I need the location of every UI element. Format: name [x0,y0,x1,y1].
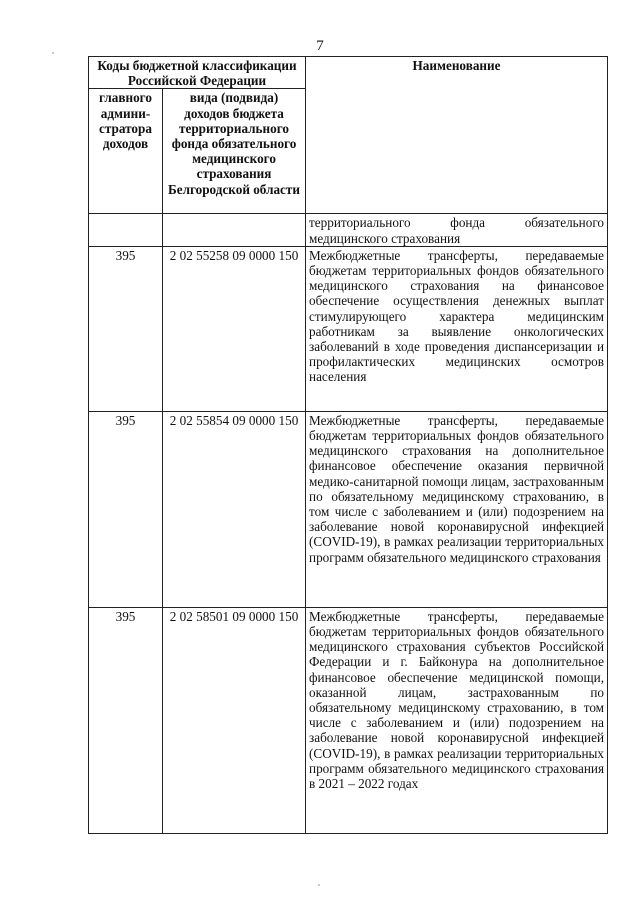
cell-code: 2 02 55258 09 0000 150 [163,246,306,411]
cell-name: Межбюджетные трансферты, передаваемые бюджетам территориальных фондов обязательного медицинского страхования субъектов Российской Федерации и г. Байконура на дополнительное финансовое обеспечение медицинской помощи, оказанной лицам, застрахованным по обязательному медицинскому страхованию, в том числе с заболеванием и (или) подозрением на заболевание новой коронавирусной инфекцией (COVID-19), в рамках реализации территориальных программ обязательного медицинского страхования в 2021 – 2022 годах [306,607,608,833]
cell-code: 2 02 58501 09 0000 150 [163,607,306,833]
cell-admin: 395 [89,411,163,607]
table-row [89,607,608,833]
cell-admin: 395 [89,607,163,833]
scan-speck [318,884,320,886]
page-number: 7 [316,38,324,54]
table-row [89,246,608,411]
cell-admin: 395 [89,246,163,411]
cell-name: Межбюджетные трансферты, передаваемые бюджетам территориальных фондов обязательного медицинского страхования на финансовое обеспечение осуществления денежных выплат стимулирующего характера медицинским работникам за выявление онкологических заболеваний в ходе проведения диспансеризации и профилактических медицинских осмотров населения [306,246,608,411]
cell-name: Межбюджетные трансферты, передаваемые бюджетам территориальных фондов обязательного медицинского страхования на дополнительное финансовое обеспечение оказания первичной медико-санитарной помощи лицам, застрахованным по обязательному медицинскому страхованию, в том числе с заболеванием и (или) подозрением на заболевание новой коронавирусной инфекцией (COVID-19), в рамках реализации территориальных программ обязательного медицинского страхования [306,411,608,607]
cell-code: 2 02 55854 09 0000 150 [163,411,306,607]
table-row [89,411,608,607]
header-income-type: вида (подвида) доходов бюджета территориального фонда обязательного медицинского страхования Белгородской области [163,89,306,214]
cell-name: территориального фонда обязательного медицинского страхования [306,214,608,246]
cell-code [163,214,306,246]
cell-admin [89,214,163,246]
scan-speck [52,52,54,54]
header-name: Наименование [306,57,608,214]
budget-classification-table [88,56,608,834]
header-admin: главного админи-стратора доходов [89,89,163,214]
table-row-continuation [89,214,608,246]
header-codes-group: Коды бюджетной классификации Российской Федерации [89,57,306,89]
table-header-row [89,57,608,89]
